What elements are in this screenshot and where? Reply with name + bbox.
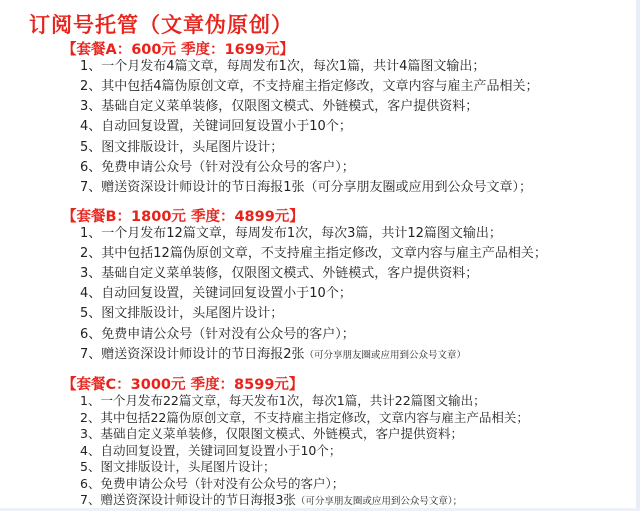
- package-c-item-6: 6、免费申请公众号（针对没有公众号的客户）；: [80, 475, 345, 491]
- page-edge-right: [636, 0, 640, 511]
- package-b-header: 【套餐B：1800元 季度：4899元】: [62, 209, 304, 225]
- package-c-item-7-note: （可分享朋友圈或应用到公众号文章）；: [295, 496, 463, 507]
- package-c-item-7-text: 7、赠送资深设计师设计的节日海报3张: [80, 492, 296, 507]
- package-c-item-1: 1、一个月发布22篇文章，每天发布1次，每次1篇，共计22篇图文输出；: [80, 393, 486, 408]
- package-c-item-4: 4、自动回复设置，关键词回复设置小于10个；: [80, 442, 342, 458]
- package-a-item-3: 3、基础自定义菜单装修，仅限图文模式、外链模式，客户提供资料；: [80, 99, 479, 114]
- package-a-item-2: 2、其中包括4篇伪原创文章，不支持雇主指定修改，文章内容与雇主产品相关；: [80, 79, 539, 94]
- package-b-item-4: 4、自动回复设置，关键词回复设置小于10个；: [80, 286, 352, 301]
- package-b-item-7-note: （可分享朋友圈或应用到公众号文章）: [304, 350, 467, 361]
- package-c-header: 【套餐C：3000元 季度：8599元】: [62, 377, 304, 393]
- package-a-item-4: 4、自动回复设置，关键词回复设置小于10个；: [80, 119, 352, 134]
- package-c-item-2: 2、其中包括22篇伪原创文章，不支持雇主指定修改，文章内容与雇主产品相关；: [80, 409, 529, 425]
- package-b-item-5: 5、图文排版设计，头尾图片设计；: [80, 306, 284, 321]
- package-a-item-7: 7、赠送资深设计师设计的节日海报1张（可分享朋友圈或应用到公众号文章）；: [80, 180, 533, 195]
- package-c-item-5: 5、图文排版设计，头尾图片设计；: [80, 459, 276, 474]
- page-title: 订阅号托管（文章伪原创）: [29, 13, 293, 37]
- package-c-item-3: 3、基础自定义菜单装修，仅限图文模式、外链模式，客户提供资料；: [80, 426, 463, 441]
- package-a-item-5: 5、图文排版设计，头尾图片设计；: [80, 140, 284, 155]
- package-a-item-1: 1、一个月发布4篇文章，每周发布1次，每次1篇，共计4篇图文输出；: [80, 59, 486, 74]
- package-b-item-7-text: 7、赠送资深设计师设计的节日海报2张: [80, 347, 305, 362]
- package-b-item-2: 2、其中包括12篇伪原创文章，不支持雇主指定修改，文章内容与雇主产品相关；: [80, 246, 547, 261]
- package-a-item-6: 6、免费申请公众号（针对没有公众号的客户）；: [80, 160, 355, 175]
- package-b-item-3: 3、基础自定义菜单装修，仅限图文模式、外链模式，客户提供资料；: [80, 266, 479, 281]
- package-b-item-1: 1、一个月发布12篇文章，每周发布1次，每次3篇，共计12篇图文输出；: [80, 226, 502, 241]
- package-c-item-7: [80, 492, 462, 509]
- package-a-header: 【套餐A：600元 季度：1699元】: [62, 42, 294, 58]
- package-b-item-7: [80, 347, 466, 364]
- package-b-item-6: 6、免费申请公众号（针对没有公众号的客户）；: [80, 327, 355, 342]
